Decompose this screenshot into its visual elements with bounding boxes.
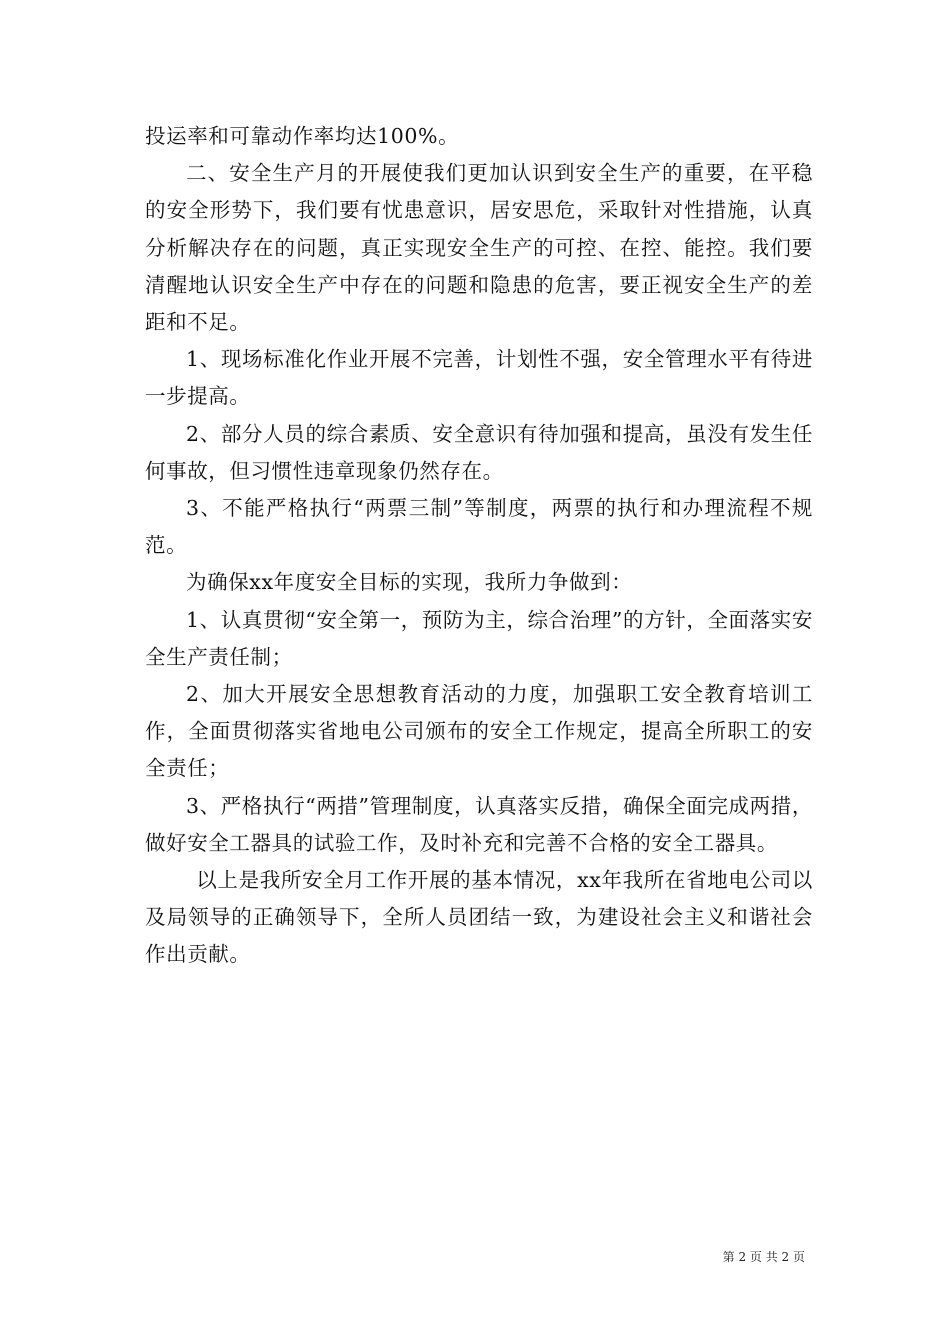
paragraph-continuation: 投运率和可靠动作率均达100%。 [145, 124, 460, 148]
paragraph-goal-2: 2、加大开展安全思想教育活动的力度，加强职工安全教育培训工作，全面贯彻落实省地电公司颁布的安全工作规定，提高全所职工的安全责任； [145, 682, 813, 781]
paragraph-conclusion: 以上是我所安全月工作开展的基本情况，xx年我所在省地电公司以及局领导的正确领导下，全所人员团结一致，为建设社会主义和谐社会作出贡献。 [145, 868, 813, 967]
paragraph-issue-1: 1、现场标准化作业开展不完善，计划性不强，安全管理水平有待进一步提高。 [145, 347, 813, 409]
paragraph-issue-3: 3、不能严格执行“两票三制”等制度，两票的执行和办理流程不规范。 [145, 496, 813, 558]
paragraph-issue-2: 2、部分人员的综合素质、安全意识有待加强和提高，虽没有发生任何事故，但习惯性违章现象仍然存在。 [145, 421, 813, 483]
paragraph-goal-intro: 为确保xx年度安全目标的实现，我所力争做到： [186, 570, 633, 595]
paragraph-goal-1: 1、认真贯彻“安全第一，预防为主，综合治理”的方针，全面落实安全生产责任制； [145, 607, 813, 669]
paragraph-section-two: 二、安全生产月的开展使我们更加认识到安全生产的重要，在平稳的安全形势下，我们要有忧患意识，居安思危，采取针对性措施，认真分析解决存在的问题，真正实现安全生产的可控、在控、能控。我们要清醒地认识安全生产中存在的问题和隐患的危害，要正视安全生产的差距和不足。 [145, 161, 813, 335]
document-body [145, 118, 813, 974]
paragraph-goal-3: 3、严格执行“两措”管理制度，认真落实反措，确保全面完成两措，做好安全工器具的试验工作，及时补充和完善不合格的安全工器具。 [145, 793, 813, 855]
page-number-footer: 第 2 页 共 2 页 [722, 1250, 805, 1264]
